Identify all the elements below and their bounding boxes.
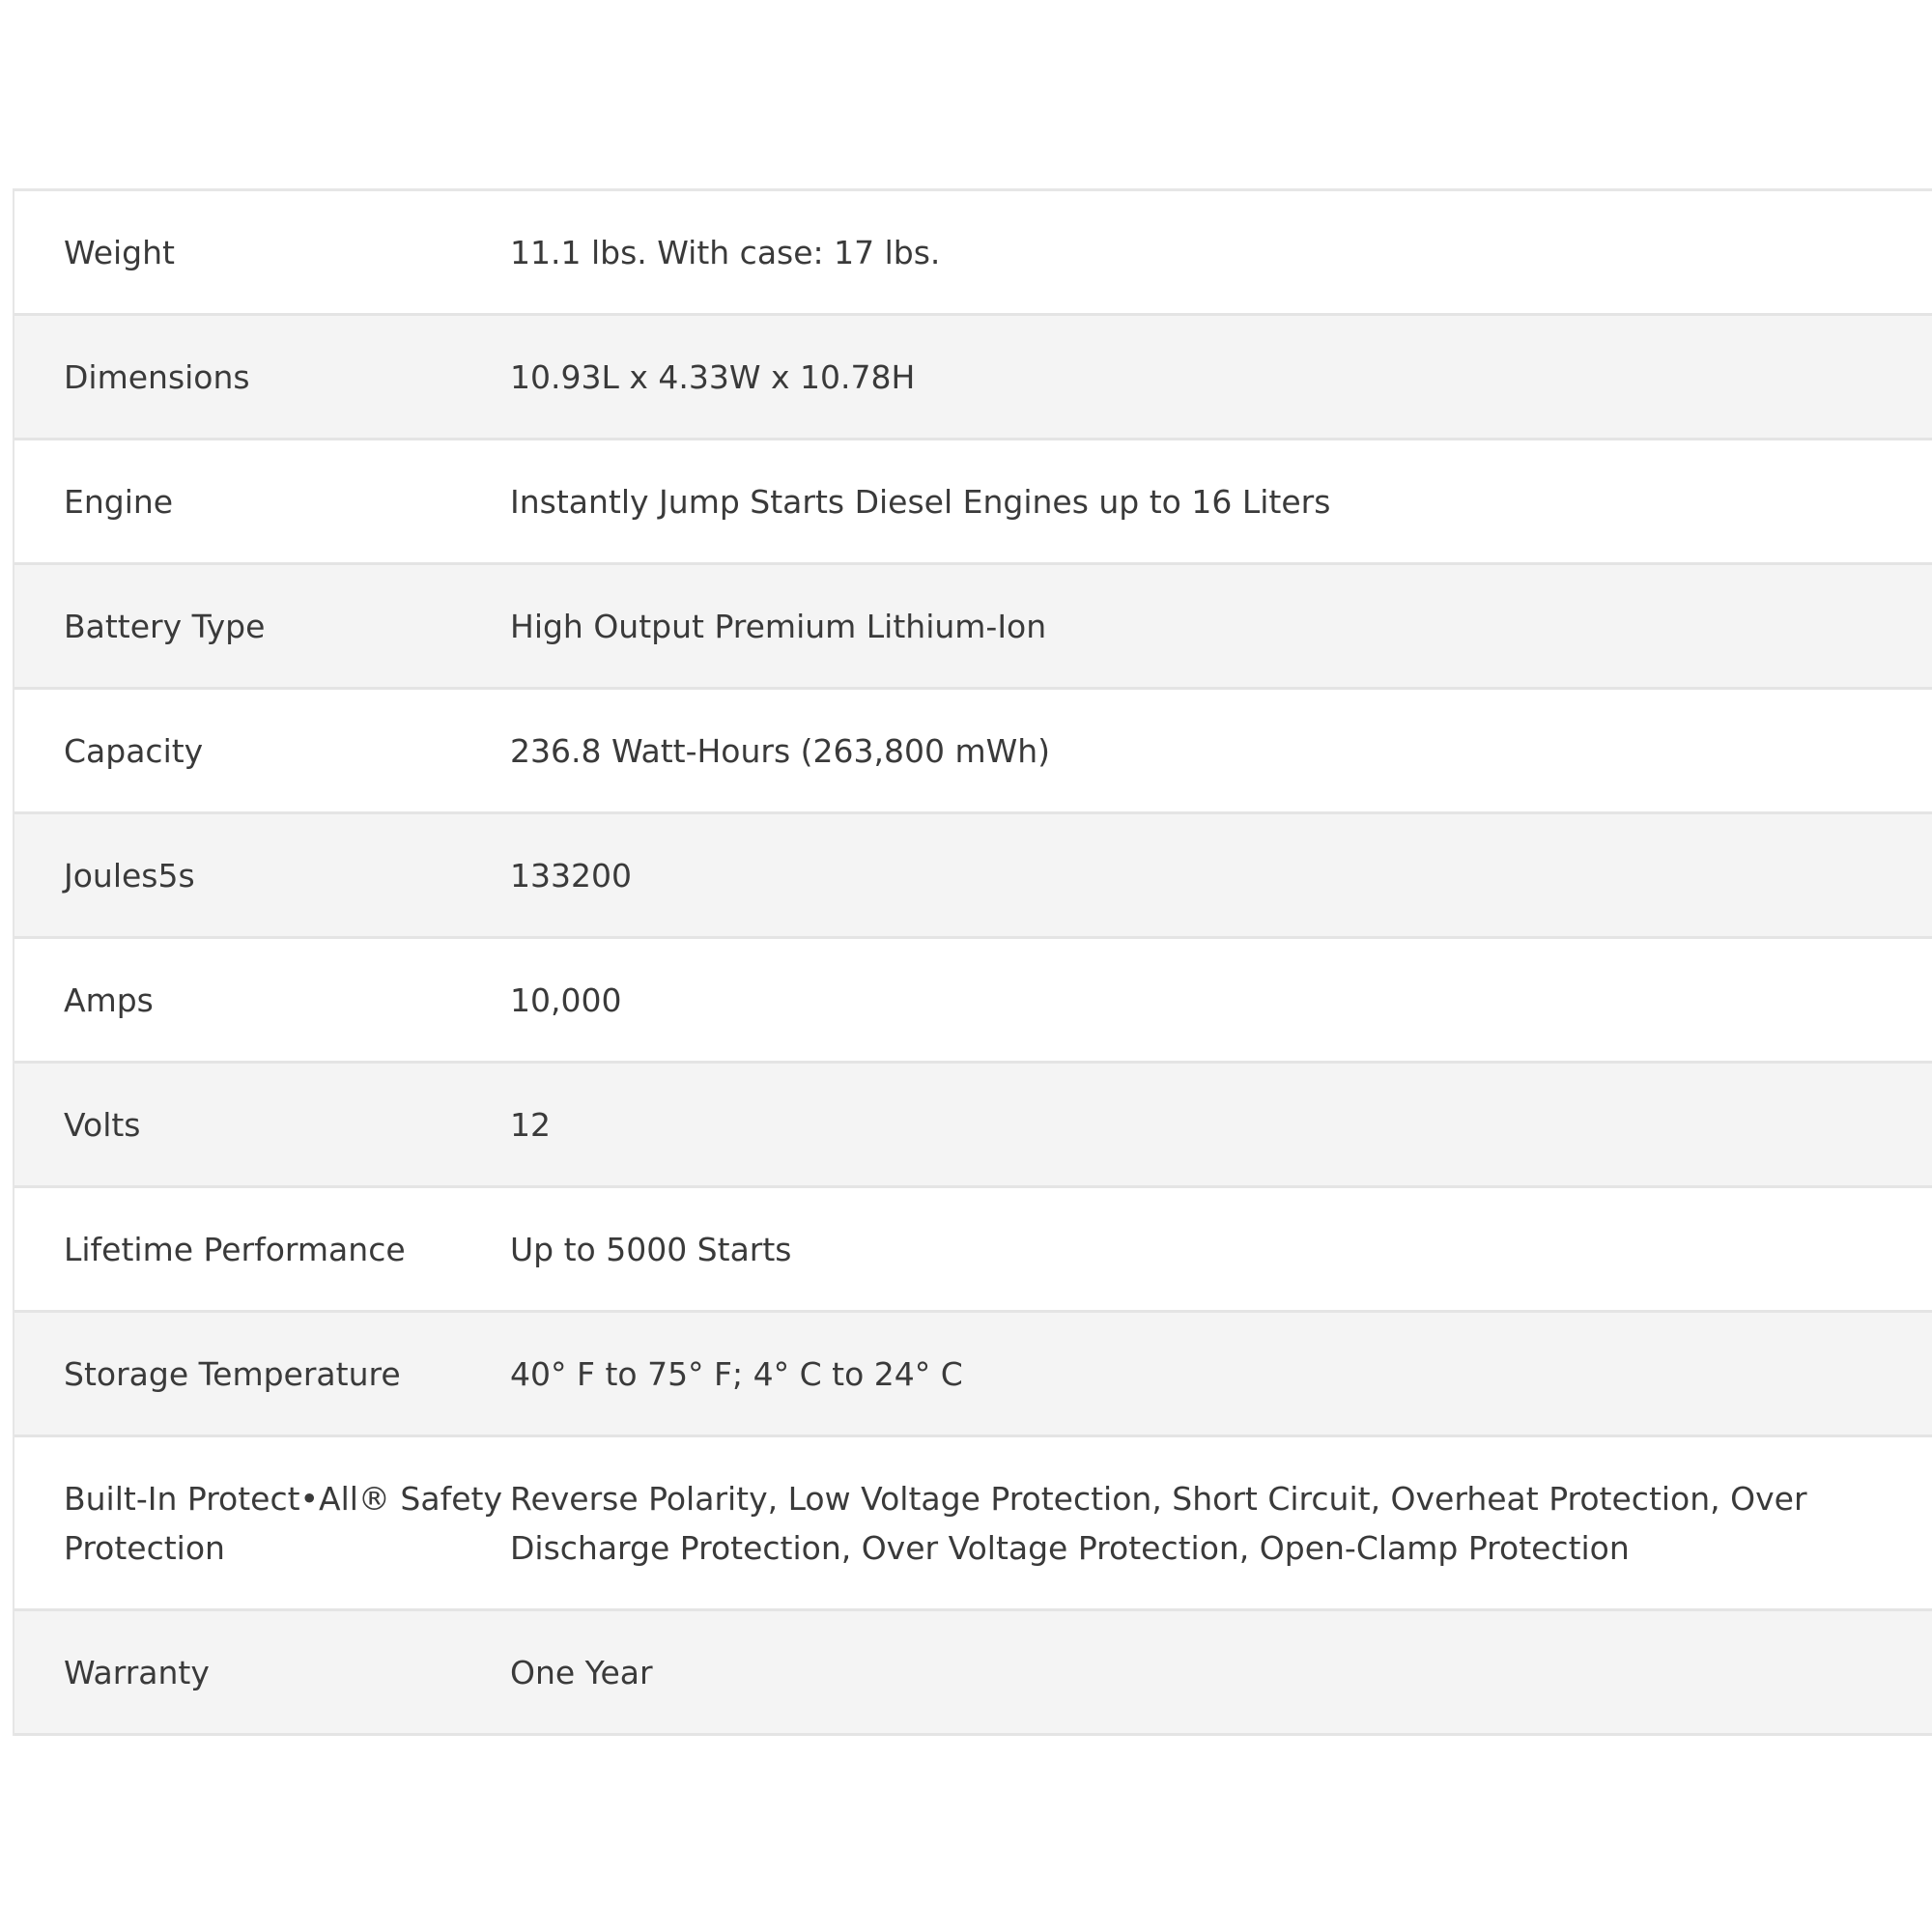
spec-label: Built-In Protect•All® Safety Protection <box>64 1479 502 1567</box>
spec-value: Instantly Jump Starts Diesel Engines up to 16 Liters <box>510 482 1331 521</box>
spec-row-battery-type <box>14 565 1932 690</box>
spec-row-lifetime-performance <box>14 1188 1932 1313</box>
spec-row-weight <box>14 191 1932 316</box>
spec-label: Warranty <box>64 1653 210 1691</box>
spec-label: Battery Type <box>64 607 266 645</box>
spec-value: One Year <box>510 1653 653 1691</box>
spec-value: 11.1 lbs. With case: 17 lbs. <box>510 233 941 271</box>
spec-value: 10,000 <box>510 980 622 1019</box>
spec-value: 40° F to 75° F; 4° C to 24° C <box>510 1354 963 1393</box>
spec-label: Weight <box>64 233 175 271</box>
spec-label: Joules5s <box>64 856 195 895</box>
spec-row-warranty <box>14 1611 1932 1736</box>
spec-row-joules <box>14 814 1932 939</box>
spec-value: High Output Premium Lithium-Ion <box>510 607 1047 645</box>
spec-value: Up to 5000 Starts <box>510 1230 792 1268</box>
spec-value: Reverse Polarity, Low Voltage Protection, Short Circuit, Overheat Protection, Over Discharge Protection, Over Voltage Protection, Open-Clamp Protection <box>510 1479 1807 1567</box>
spec-row-storage-temperature <box>14 1313 1932 1437</box>
spec-label: Volts <box>64 1105 141 1144</box>
spec-label: Capacity <box>64 731 204 770</box>
spec-row-volts <box>14 1064 1932 1188</box>
spec-label: Amps <box>64 980 154 1019</box>
spec-value: 10.93L x 4.33W x 10.78H <box>510 357 916 396</box>
spec-row-capacity <box>14 690 1932 814</box>
spec-value: 12 <box>510 1105 551 1144</box>
spec-value: 236.8 Watt-Hours (263,800 mWh) <box>510 731 1051 770</box>
spec-label: Engine <box>64 482 174 521</box>
spec-label: Storage Temperature <box>64 1354 401 1393</box>
spec-label: Lifetime Performance <box>64 1230 406 1268</box>
spec-table <box>13 188 1932 1736</box>
spec-row-dimensions <box>14 316 1932 440</box>
spec-row-amps <box>14 939 1932 1064</box>
spec-value: 133200 <box>510 856 632 895</box>
spec-row-safety-protection <box>14 1437 1932 1611</box>
spec-row-engine <box>14 440 1932 565</box>
spec-label: Dimensions <box>64 357 250 396</box>
